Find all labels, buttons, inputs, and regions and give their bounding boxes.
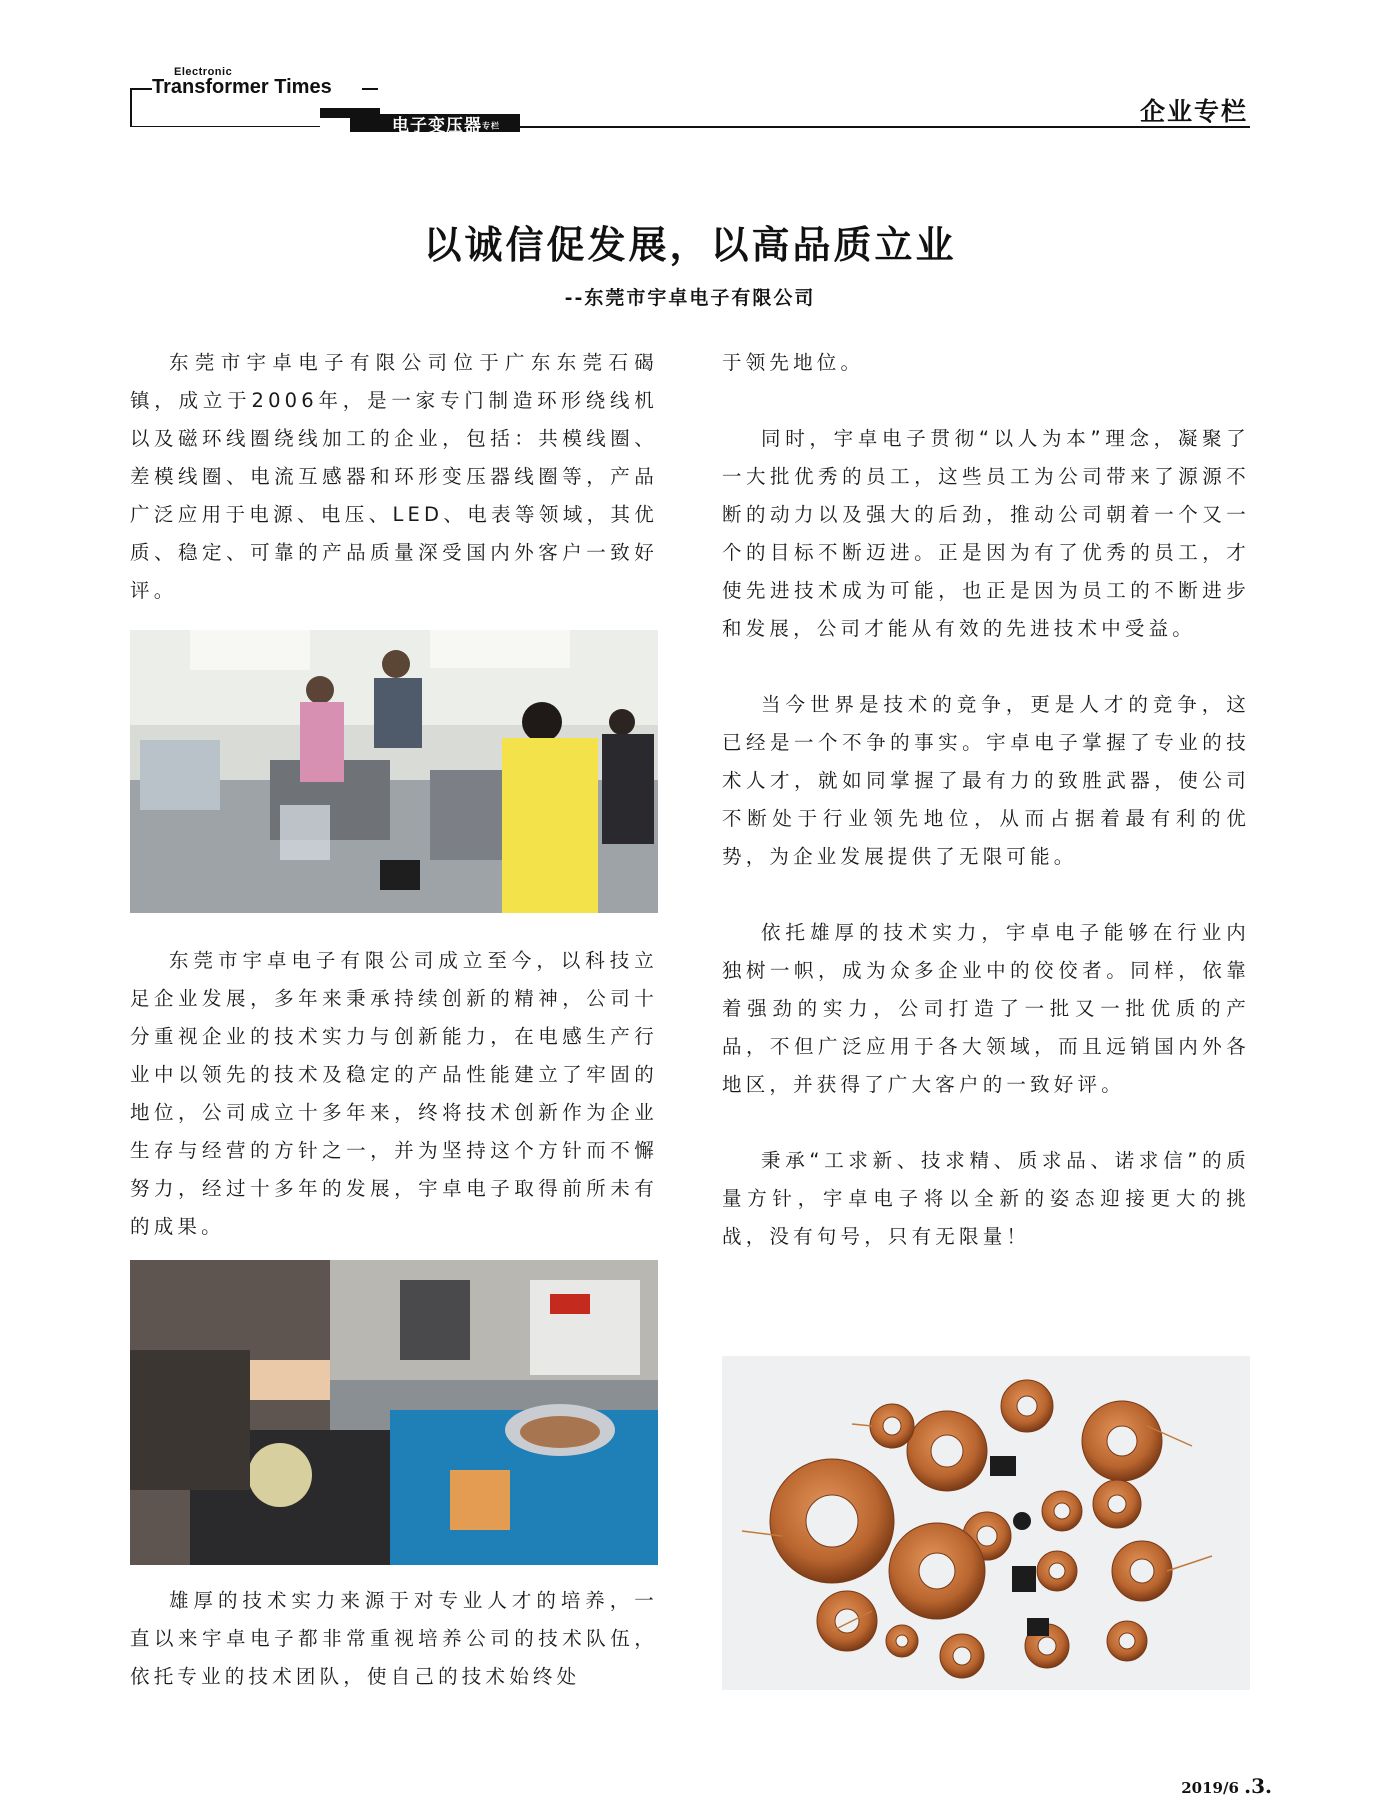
paragraph: 东莞市宇卓电子有限公司位于广东东莞石碣镇，成立于2006年，是一家专门制造环形绕线机以及磁环线圈绕线加工的企业，包括：共模线圈、差模线圈、电流互感器和环形变压器线圈等，产品广泛应用于电源、电压、LED、电表等领域，其优质、稳定、可靠的产品质量深受国内外客户一致好评。: [130, 351, 658, 602]
logo-rule-right: [362, 88, 378, 90]
paragraph: 雄厚的技术实力来源于对专业人才的培养，一直以来宇卓电子都非常重视培养公司的技术队伍，依托专业的技术团队，使自己的技术始终处: [130, 1589, 658, 1688]
logo-rule-left: [130, 88, 152, 90]
workshop-photo: [130, 630, 658, 913]
article-title: 以诚信促发展，以高品质立业: [423, 222, 957, 267]
page-footer: [1181, 1774, 1272, 1798]
logo-chinese-text: 电子变压器专栏: [392, 116, 500, 136]
issue-date: 2019/6: [1181, 1779, 1239, 1797]
right-column: [722, 344, 1250, 1256]
left-column-block-2: [130, 942, 658, 1246]
logo-step-bars: [320, 108, 520, 136]
page-number: .3.: [1244, 1774, 1272, 1798]
logo-chinese-small: 专栏: [482, 121, 500, 131]
header-rule-left: [130, 126, 320, 127]
article-subtitle: --东莞市宇卓电子有限公司: [564, 287, 816, 309]
paragraph: 当今世界是技术的竞争，更是人才的竞争，这已经是一个不争的事实。宇卓电子掌握了专业的技术人才，就如同掌握了最有力的致胜武器，使公司不断处于行业领先地位，从而占据着最有利的优势，为企业发展提供了无限可能。: [722, 693, 1250, 868]
paragraph: 于领先地位。: [722, 351, 865, 374]
logo-main-text: Transformer Times: [152, 76, 332, 98]
left-column-block-3: [130, 1582, 658, 1696]
logo-vertical-bar: [130, 88, 132, 126]
paragraph: 东莞市宇卓电子有限公司成立至今，以科技立足企业发展，多年来秉承持续创新的精神，公司十分重视企业的技术实力与创新能力，在电感生产行业中以领先的技术及稳定的产品性能建立了牢固的地位，公司成立十多年来，终将技术创新作为企业生存与经营的方针之一，并为坚持这个方针而不懈努力，经过十多年的发展，宇卓电子取得前所未有的成果。: [130, 949, 658, 1238]
section-label: 企业专栏: [1139, 97, 1248, 126]
paragraph: 依托雄厚的技术实力，宇卓电子能够在行业内独树一帜，成为众多企业中的佼佼者。同样，依靠着强劲的实力，公司打造了一批又一批优质的产品，不但广泛应用于各大领域，而且远销国内外各地区，并获得了广大客户的一致好评。: [722, 921, 1250, 1096]
logo-small-text: Electronic: [174, 66, 233, 78]
paragraph: 秉承“工求新、技求精、质求品、诺求信”的质量方针，宇卓电子将以全新的姿态迎接更大的挑战，没有句号，只有无限量！: [722, 1149, 1250, 1248]
toroidal-coils-photo: [722, 1356, 1250, 1690]
winding-machine-photo: [130, 1260, 658, 1565]
left-column-block-1: [130, 344, 658, 610]
paragraph: 同时，宇卓电子贯彻“以人为本”理念，凝聚了一大批优秀的员工，这些员工为公司带来了源源不断的动力以及强大的后劲，推动公司朝着一个又一个的目标不断迈进。正是因为有了优秀的员工，才使先进技术成为可能，也正是因为员工的不断进步和发展，公司才能从有效的先进技术中受益。: [722, 427, 1250, 640]
